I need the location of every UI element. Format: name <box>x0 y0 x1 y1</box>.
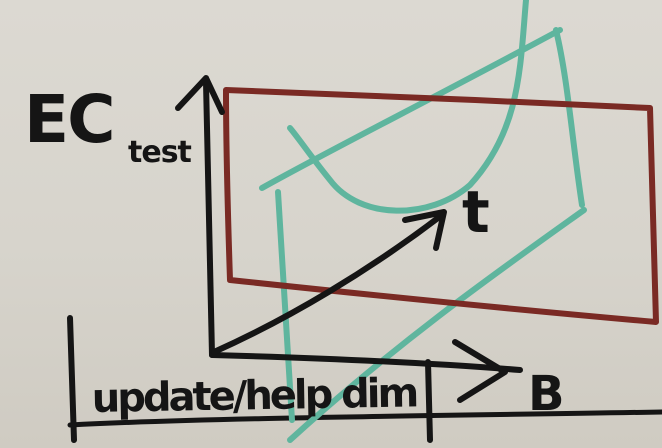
green-sheet-right-edge <box>556 30 582 205</box>
y-axis-arrowhead <box>178 78 222 112</box>
left-bracket-mark <box>70 318 74 440</box>
x-axis <box>212 355 520 370</box>
x-axis-label: B <box>528 366 565 422</box>
y-axis-label-subscript: test <box>128 135 191 170</box>
green-sheet-top-edge <box>262 30 560 188</box>
right-bracket-mark <box>428 362 430 440</box>
bottom-annotation: update/help dim <box>91 370 417 422</box>
green-curve <box>290 0 526 211</box>
y-axis <box>206 82 212 355</box>
y-axis-label-main: EC <box>24 81 114 158</box>
red-rectangle <box>226 90 656 322</box>
t-axis-label: t <box>462 178 490 246</box>
